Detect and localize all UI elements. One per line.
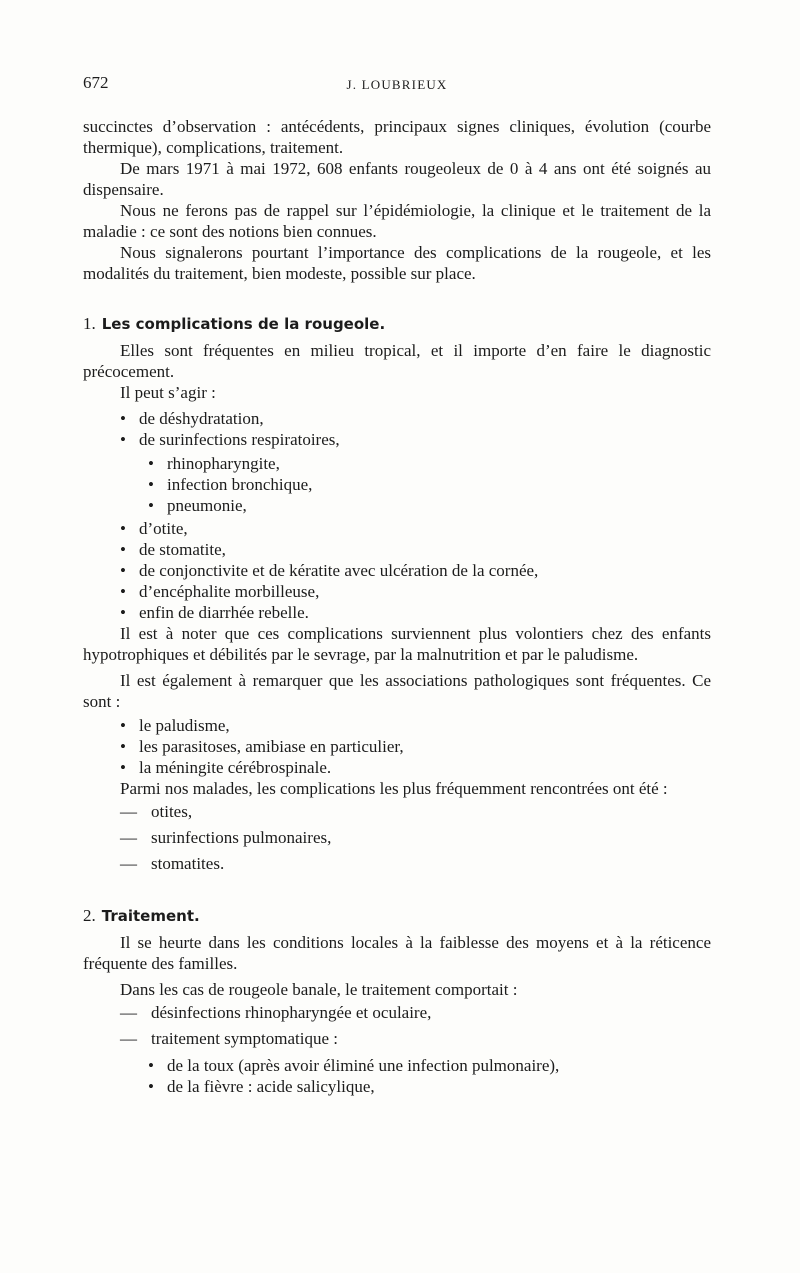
- dash: —: [120, 802, 137, 821]
- dash: —: [120, 854, 137, 873]
- bullet: •: [120, 430, 126, 449]
- bullet: •: [120, 716, 126, 735]
- section-2-paragraph-2: Dans les cas de rougeole banale, le traitement comportait :: [120, 980, 518, 999]
- intro-paragraph-4: Nous signalerons pourtant l’importance des complications de la rougeole, et les modalités du traitement, bien modeste, possible sur place.: [83, 243, 711, 283]
- section-1-number: 1.: [83, 314, 96, 333]
- section-1-paragraph-4: Il est également à remarquer que les associations pathologiques sont fréquentes. Ce sont :: [83, 671, 711, 711]
- list-item: • de la fièvre : acide salicylique,: [148, 1077, 375, 1096]
- list-item: — otites,: [120, 799, 711, 825]
- intro-paragraph-2: De mars 1971 à mai 1972, 608 enfants rougeoleux de 0 à 4 ans ont été soignés au dispensaire.: [83, 159, 711, 199]
- list-item: • d’encéphalite morbilleuse,: [120, 582, 320, 601]
- associations-list: [120, 715, 711, 778]
- list-item: • infection bronchique,: [148, 475, 313, 494]
- section-1-title: Les complications de la rougeole.: [101, 315, 386, 333]
- bullet: •: [120, 540, 126, 559]
- list-item: • la méningite cérébrospinale.: [120, 758, 332, 777]
- list-item: — traitement symptomatique :: [120, 1026, 711, 1052]
- complications-list-a: [120, 408, 711, 450]
- respiratory-sublist: [148, 453, 711, 516]
- intro-paragraph-3: Nous ne ferons pas de rappel sur l’épidémiologie, la clinique et le traitement de la maladie : ce sont des notions bien connues.: [83, 201, 711, 241]
- frequent-complications-list: [120, 799, 711, 877]
- dash: —: [120, 1003, 137, 1022]
- section-1-heading: [83, 313, 711, 335]
- page-number: 672: [83, 73, 109, 92]
- list-item: • de déshydratation,: [120, 409, 264, 428]
- bullet: •: [148, 1056, 154, 1075]
- list-item: • de conjonctivite et de kératite avec ulcération de la cornée,: [120, 561, 539, 580]
- bullet: •: [148, 475, 154, 494]
- section-1-paragraph-3: Il est à noter que ces complications surviennent plus volontiers chez des enfants hypotrophiques et débilités par le sevrage, par la malnutrition et par le paludisme.: [83, 624, 711, 664]
- section-1-paragraph-5: Parmi nos malades, les complications les plus fréquemment rencontrées ont été :: [120, 779, 668, 798]
- page: [83, 70, 711, 1097]
- bullet: •: [120, 737, 126, 756]
- intro-paragraph-1: succinctes d’observation : antécédents, principaux signes cliniques, évolution (courbe thermique), complications, traitement.: [83, 117, 711, 157]
- section-1-paragraph-1: Elles sont fréquentes en milieu tropical, et il importe d’en faire le diagnostic précocement.: [83, 341, 711, 381]
- bullet: •: [120, 519, 126, 538]
- complications-list-b: [120, 518, 711, 623]
- section-2-number: 2.: [83, 906, 96, 925]
- bullet: •: [148, 496, 154, 515]
- list-item: — stomatites.: [120, 851, 711, 877]
- bullet: •: [120, 603, 126, 622]
- list-item: — désinfections rhinopharyngée et oculaire,: [120, 1000, 711, 1026]
- bullet: •: [120, 758, 126, 777]
- bullet: •: [120, 561, 126, 580]
- page-header: [83, 70, 711, 100]
- section-2-heading: [83, 905, 711, 927]
- list-item: • de la toux (après avoir éliminé une infection pulmonaire),: [148, 1056, 560, 1075]
- bullet: •: [148, 454, 154, 473]
- bullet: •: [120, 582, 126, 601]
- section-2-title: Traitement.: [101, 907, 200, 925]
- section-1-paragraph-2: Il peut s’agir :: [120, 383, 216, 402]
- dash: —: [120, 1029, 137, 1048]
- dash: —: [120, 828, 137, 847]
- section-2-paragraph-1: Il se heurte dans les conditions locales à la faiblesse des moyens et à la réticence fréquente des familles.: [83, 933, 711, 973]
- symptomatic-sublist: [148, 1055, 711, 1097]
- list-item: • pneumonie,: [148, 496, 247, 515]
- bullet: •: [120, 409, 126, 428]
- list-item: • les parasitoses, amibiase en particulier,: [120, 737, 404, 756]
- list-item: • le paludisme,: [120, 716, 230, 735]
- running-head: J. LOUBRIEUX: [346, 77, 448, 92]
- list-item: • rhinopharyngite,: [148, 454, 280, 473]
- list-item: • enfin de diarrhée rebelle.: [120, 603, 309, 622]
- bullet: •: [148, 1077, 154, 1096]
- list-item: • de surinfections respiratoires,: [120, 430, 340, 449]
- list-item: • d’otite,: [120, 519, 188, 538]
- list-item: — surinfections pulmonaires,: [120, 825, 711, 851]
- list-item: • de stomatite,: [120, 540, 226, 559]
- treatment-list: [120, 1000, 711, 1052]
